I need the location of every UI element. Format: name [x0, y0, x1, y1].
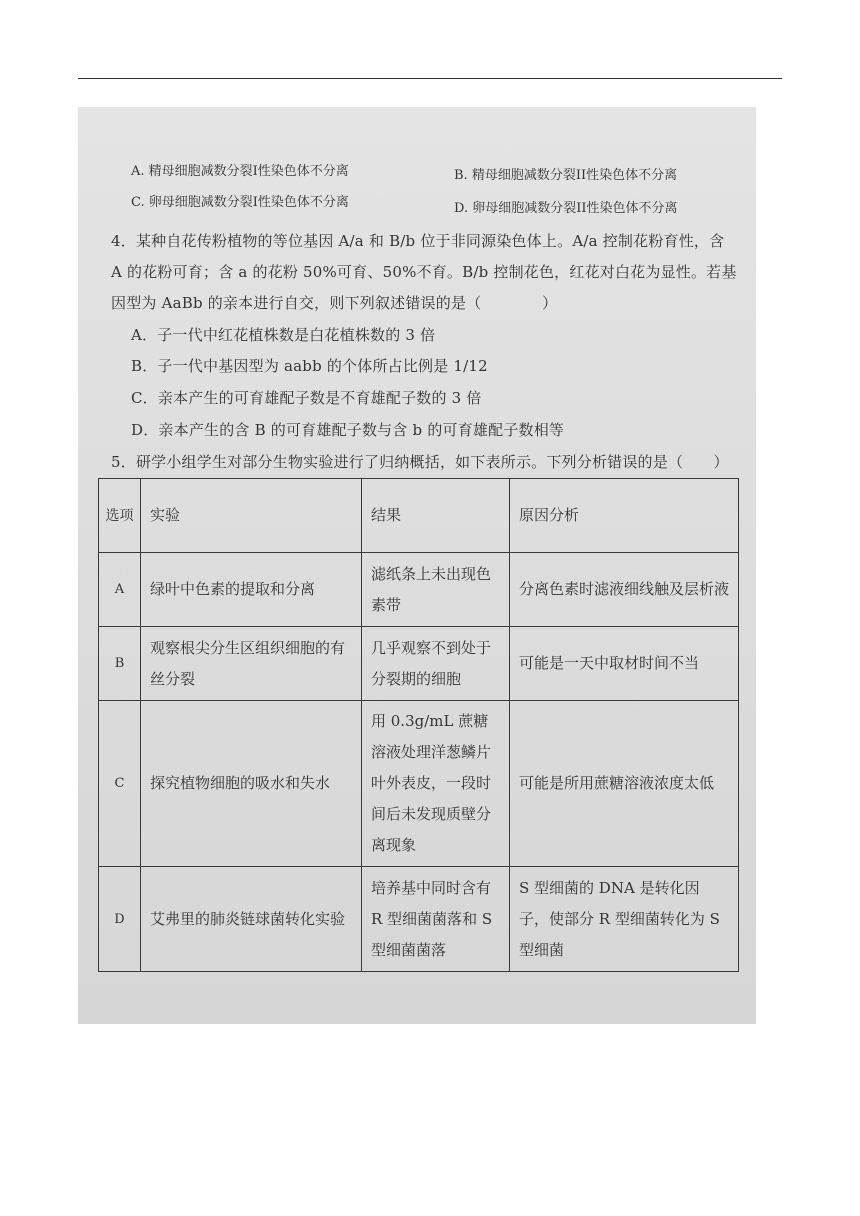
- row-reason: 可能是所用蔗糖溶液浓度太低: [510, 701, 739, 867]
- row-option: D: [99, 867, 141, 972]
- row-option: C: [99, 701, 141, 867]
- row-experiment: 绿叶中色素的提取和分离: [141, 553, 362, 627]
- prev-option-c: C. 卵母细胞减数分裂I性染色体不分离: [131, 195, 349, 210]
- row-option: A: [99, 553, 141, 627]
- q4-option-c: C．亲本产生的可育雄配子数是不育雄配子数的 3 倍: [131, 389, 482, 407]
- row-experiment: 艾弗里的肺炎链球菌转化实验: [141, 867, 362, 972]
- row-option: B: [99, 627, 141, 701]
- row-result: 用 0.3g/mL 蔗糖溶液处理洋葱鳞片叶外表皮，一段时间后未发现质壁分离现象: [362, 701, 510, 867]
- header-rule: [78, 78, 782, 79]
- row-reason: 分离色素时滤液细线触及层析液: [510, 553, 739, 627]
- row-result: 几乎观察不到处于分裂期的细胞: [362, 627, 510, 701]
- row-experiment: 探究植物细胞的吸水和失水: [141, 701, 362, 867]
- table-row: [99, 553, 739, 627]
- header-result: 结果: [362, 479, 510, 553]
- row-reason: 可能是一天中取材时间不当: [510, 627, 739, 701]
- q4-stem-line-3: 因型为 AaBb 的亲本进行自交，则下列叙述错误的是（ ）: [111, 294, 558, 312]
- q4-stem-line-1: 4．某种自花传粉植物的等位基因 A/a 和 B/b 位于非同源染色体上。A/a 控制花粉育性，含: [111, 232, 725, 250]
- table-row: [99, 701, 739, 867]
- row-reason: S 型细菌的 DNA 是转化因子，使部分 R 型细菌转化为 S 型细菌: [510, 867, 739, 972]
- prev-option-b: B. 精母细胞减数分裂II性染色体不分离: [454, 168, 678, 183]
- q5-stem: 5．研学小组学生对部分生物实验进行了归纳概括，如下表所示。下列分析错误的是（ ）: [111, 453, 729, 471]
- row-result: 培养基中同时含有 R 型细菌菌落和 S 型细菌菌落: [362, 867, 510, 972]
- q4-option-a: A．子一代中红花植株数是白花植株数的 3 倍: [131, 326, 436, 344]
- table-row: [99, 627, 739, 701]
- q4-stem-line-2: A 的花粉可育；含 a 的花粉 50%可育、50%不育。B/b 控制花色，红花对白花为显性。若基: [111, 263, 737, 281]
- table-row: [99, 867, 739, 972]
- header-option: 选项: [99, 479, 141, 553]
- header-experiment: 实验: [141, 479, 362, 553]
- row-experiment: 观察根尖分生区组织细胞的有丝分裂: [141, 627, 362, 701]
- prev-option-a: A. 精母细胞减数分裂I性染色体不分离: [131, 164, 349, 179]
- q4-option-b: B．子一代中基因型为 aabb 的个体所占比例是 1/12: [131, 357, 488, 375]
- row-result: 滤纸条上未出现色素带: [362, 553, 510, 627]
- table-header-row: [99, 479, 739, 553]
- prev-option-d: D. 卵母细胞减数分裂II性染色体不分离: [454, 201, 678, 216]
- q4-option-d: D．亲本产生的含 B 的可育雄配子数与含 b 的可育雄配子数相等: [131, 421, 565, 439]
- experiment-table: [98, 478, 739, 972]
- header-reason: 原因分析: [510, 479, 739, 553]
